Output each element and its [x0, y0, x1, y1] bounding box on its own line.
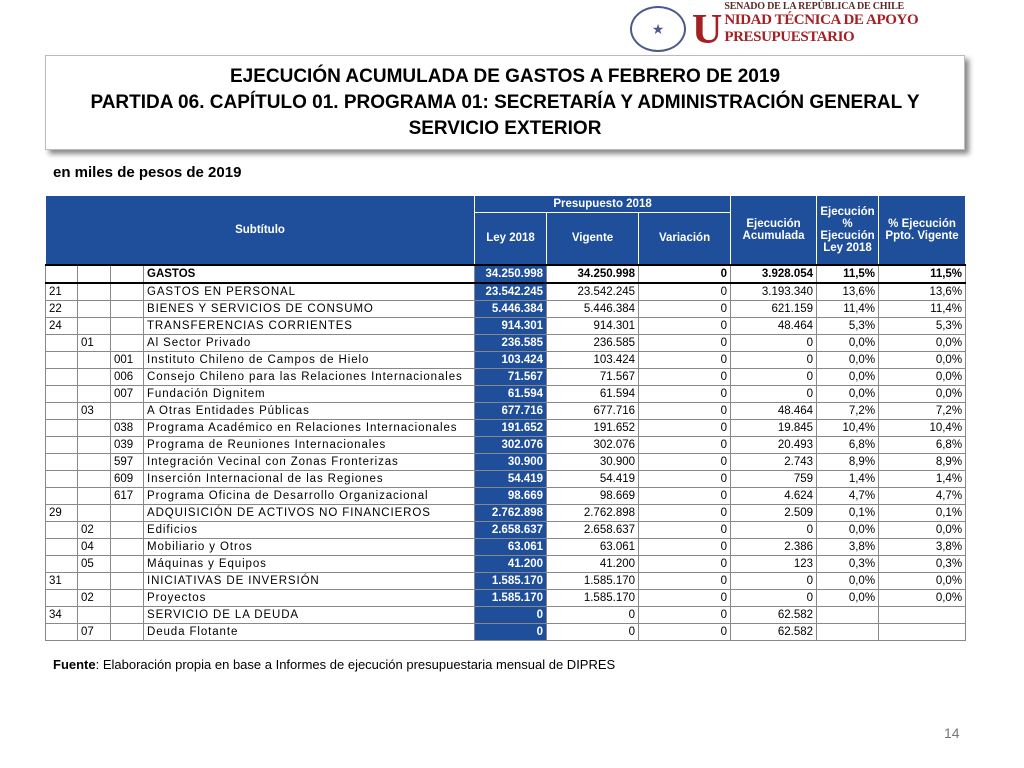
cell-subtitulo: 24	[46, 317, 78, 334]
brand-line-1: SENADO DE LA REPÚBLICA DE CHILE	[724, 1, 905, 12]
table-row	[46, 606, 966, 623]
cell-ejecucion: 48.464	[731, 402, 817, 419]
cell-item	[78, 265, 111, 283]
cell-vigente: 2.658.637	[547, 521, 639, 538]
cell-variacion: 0	[639, 572, 731, 589]
cell-pct-ley: 0,0%	[817, 589, 879, 606]
cell-ejecucion: 62.582	[731, 623, 817, 640]
cell-ley: 23.542.245	[475, 283, 547, 301]
header-ejecucion-acumulada: Ejecución Acumulada	[731, 196, 817, 265]
table-row	[46, 521, 966, 538]
cell-pct-ley: 0,0%	[817, 368, 879, 385]
cell-pct-vigente: 0,0%	[879, 351, 966, 368]
cell-ley: 2.762.898	[475, 504, 547, 521]
cell-subtitulo: 31	[46, 572, 78, 589]
table-row	[46, 504, 966, 521]
cell-ley: 103.424	[475, 351, 547, 368]
cell-ejecucion: 0	[731, 589, 817, 606]
cell-pct-vigente: 0,0%	[879, 368, 966, 385]
title-line-3: SERVICIO EXTERIOR	[408, 117, 602, 139]
cell-pct-ley: 0,3%	[817, 555, 879, 572]
cell-variacion: 0	[639, 555, 731, 572]
cell-variacion: 0	[639, 504, 731, 521]
cell-asignacion	[111, 283, 144, 301]
title-line-1: EJECUCIÓN ACUMULADA DE GASTOS A FEBRERO DE 2019	[229, 65, 781, 87]
cell-asignacion: 597	[111, 453, 144, 470]
cell-denominacion: Fundación Dignitem	[144, 385, 475, 402]
header-ley: Ley 2018	[475, 213, 547, 265]
cell-asignacion	[111, 572, 144, 589]
cell-denominacion: Consejo Chileno para las Relaciones Internacionales	[144, 368, 475, 385]
table-row	[46, 368, 966, 385]
table-row	[46, 589, 966, 606]
cell-denominacion: Programa de Reuniones Internacionales	[144, 436, 475, 453]
cell-ejecucion: 2.743	[731, 453, 817, 470]
cell-ley: 98.669	[475, 487, 547, 504]
cell-item	[78, 436, 111, 453]
cell-ley: 677.716	[475, 402, 547, 419]
table-row	[46, 283, 966, 301]
cell-pct-vigente: 10,4%	[879, 419, 966, 436]
cell-pct-ley: 0,0%	[817, 385, 879, 402]
cell-denominacion: ADQUISICIÓN DE ACTIVOS NO FINANCIEROS	[144, 504, 475, 521]
cell-denominacion: Inserción Internacional de las Regiones	[144, 470, 475, 487]
cell-asignacion: 038	[111, 419, 144, 436]
cell-subtitulo	[46, 436, 78, 453]
cell-pct-ley: 13,6%	[817, 283, 879, 301]
title-box	[45, 55, 965, 150]
cell-pct-ley	[817, 606, 879, 623]
cell-subtitulo	[46, 419, 78, 436]
cell-pct-vigente: 3,8%	[879, 538, 966, 555]
cell-item	[78, 368, 111, 385]
cell-vigente: 2.762.898	[547, 504, 639, 521]
cell-vigente: 914.301	[547, 317, 639, 334]
table-row	[46, 487, 966, 504]
cell-item	[78, 385, 111, 402]
cell-asignacion	[111, 317, 144, 334]
cell-ley: 0	[475, 623, 547, 640]
cell-asignacion: 007	[111, 385, 144, 402]
utap-logo	[692, 1, 1024, 53]
cell-pct-ley: 0,1%	[817, 504, 879, 521]
cell-pct-vigente	[879, 606, 966, 623]
cell-subtitulo	[46, 623, 78, 640]
cell-vigente: 30.900	[547, 453, 639, 470]
cell-item: 03	[78, 402, 111, 419]
cell-subtitulo: 29	[46, 504, 78, 521]
cell-denominacion: Instituto Chileno de Campos de Hielo	[144, 351, 475, 368]
cell-variacion: 0	[639, 334, 731, 351]
cell-item	[78, 453, 111, 470]
cell-asignacion	[111, 265, 144, 283]
cell-subtitulo	[46, 334, 78, 351]
cell-vigente: 41.200	[547, 555, 639, 572]
cell-denominacion: Proyectos	[144, 589, 475, 606]
cell-ejecucion: 20.493	[731, 436, 817, 453]
cell-vigente: 0	[547, 623, 639, 640]
cell-ley: 0	[475, 606, 547, 623]
cell-pct-ley: 10,4%	[817, 419, 879, 436]
cell-subtitulo: 22	[46, 300, 78, 317]
cell-variacion: 0	[639, 521, 731, 538]
cell-subtitulo	[46, 402, 78, 419]
cell-item	[78, 487, 111, 504]
cell-variacion: 0	[639, 283, 731, 301]
cell-vigente: 191.652	[547, 419, 639, 436]
cell-pct-vigente: 0,0%	[879, 385, 966, 402]
cell-variacion: 0	[639, 368, 731, 385]
cell-item	[78, 572, 111, 589]
cell-pct-ley: 0,0%	[817, 572, 879, 589]
cell-ejecucion: 0	[731, 334, 817, 351]
cell-variacion: 0	[639, 487, 731, 504]
cell-denominacion: INICIATIVAS DE INVERSIÓN	[144, 572, 475, 589]
header-presupuesto: Presupuesto 2018	[475, 196, 731, 213]
cell-denominacion: GASTOS	[144, 265, 475, 283]
cell-subtitulo	[46, 589, 78, 606]
cell-denominacion: BIENES Y SERVICIOS DE CONSUMO	[144, 300, 475, 317]
cell-vigente: 5.446.384	[547, 300, 639, 317]
cell-ley: 302.076	[475, 436, 547, 453]
cell-asignacion	[111, 521, 144, 538]
cell-item	[78, 351, 111, 368]
cell-ejecucion: 62.582	[731, 606, 817, 623]
cell-vigente: 63.061	[547, 538, 639, 555]
cell-pct-ley: 0,0%	[817, 521, 879, 538]
cell-pct-vigente: 8,9%	[879, 453, 966, 470]
title-line-2: PARTIDA 06. CAPÍTULO 01. PROGRAMA 01: SECRETARÍA Y ADMINISTRACIÓN GENERAL Y	[90, 91, 920, 113]
cell-vigente: 54.419	[547, 470, 639, 487]
cell-ley: 61.594	[475, 385, 547, 402]
cell-item: 01	[78, 334, 111, 351]
cell-pct-vigente: 0,0%	[879, 572, 966, 589]
cell-subtitulo	[46, 351, 78, 368]
header-variacion: Variación	[639, 213, 731, 265]
cell-denominacion: Deuda Flotante	[144, 623, 475, 640]
cell-denominacion: Programa Académico en Relaciones Internacionales	[144, 419, 475, 436]
cell-asignacion	[111, 402, 144, 419]
cell-vigente: 98.669	[547, 487, 639, 504]
table-row	[46, 470, 966, 487]
budget-table	[45, 195, 965, 641]
cell-pct-vigente: 7,2%	[879, 402, 966, 419]
cell-vigente: 0	[547, 606, 639, 623]
cell-ley: 34.250.998	[475, 265, 547, 283]
cell-vigente: 71.567	[547, 368, 639, 385]
cell-ejecucion: 0	[731, 572, 817, 589]
cell-subtitulo: 34	[46, 606, 78, 623]
cell-pct-ley: 7,2%	[817, 402, 879, 419]
cell-ley: 1.585.170	[475, 572, 547, 589]
cell-pct-ley: 0,0%	[817, 334, 879, 351]
cell-ley: 914.301	[475, 317, 547, 334]
cell-variacion: 0	[639, 402, 731, 419]
cell-pct-ley: 1,4%	[817, 470, 879, 487]
cell-vigente: 677.716	[547, 402, 639, 419]
cell-ejecucion: 3.193.340	[731, 283, 817, 301]
header-pct-ley: Ejecución % Ejecución Ley 2018	[817, 196, 879, 265]
table-body	[46, 265, 966, 641]
cell-denominacion: Al Sector Privado	[144, 334, 475, 351]
cell-pct-ley: 4,7%	[817, 487, 879, 504]
cell-item: 04	[78, 538, 111, 555]
cell-pct-vigente: 4,7%	[879, 487, 966, 504]
cell-subtitulo	[46, 453, 78, 470]
cell-pct-ley: 6,8%	[817, 436, 879, 453]
cell-vigente: 236.585	[547, 334, 639, 351]
cell-pct-ley: 0,0%	[817, 351, 879, 368]
cell-pct-vigente: 1,4%	[879, 470, 966, 487]
cell-ejecucion: 48.464	[731, 317, 817, 334]
cell-vigente: 61.594	[547, 385, 639, 402]
cell-ley: 54.419	[475, 470, 547, 487]
cell-ejecucion: 0	[731, 351, 817, 368]
cell-ejecucion: 0	[731, 385, 817, 402]
cell-ejecucion: 19.845	[731, 419, 817, 436]
table-row	[46, 265, 966, 283]
cell-pct-vigente: 0,0%	[879, 334, 966, 351]
cell-variacion: 0	[639, 351, 731, 368]
cell-asignacion	[111, 606, 144, 623]
table-row	[46, 623, 966, 640]
source-note	[53, 657, 615, 672]
cell-ejecucion: 2.509	[731, 504, 817, 521]
cell-ejecucion: 4.624	[731, 487, 817, 504]
table-row	[46, 572, 966, 589]
cell-variacion: 0	[639, 317, 731, 334]
table-row	[46, 300, 966, 317]
table-row	[46, 385, 966, 402]
table-row	[46, 436, 966, 453]
cell-ley: 2.658.637	[475, 521, 547, 538]
cell-subtitulo	[46, 555, 78, 572]
cell-subtitulo	[46, 470, 78, 487]
star-icon: ★	[651, 21, 665, 37]
cell-pct-vigente: 0,1%	[879, 504, 966, 521]
cell-item: 05	[78, 555, 111, 572]
cell-variacion: 0	[639, 436, 731, 453]
cell-pct-vigente: 0,3%	[879, 555, 966, 572]
cell-subtitulo	[46, 265, 78, 283]
cell-ley: 30.900	[475, 453, 547, 470]
header-vigente: Vigente	[547, 213, 639, 265]
cell-pct-vigente: 11,5%	[879, 265, 966, 283]
cell-denominacion: Mobiliario y Otros	[144, 538, 475, 555]
cell-pct-vigente: 13,6%	[879, 283, 966, 301]
cell-pct-ley: 11,4%	[817, 300, 879, 317]
cell-pct-vigente: 5,3%	[879, 317, 966, 334]
cell-item: 07	[78, 623, 111, 640]
cell-ejecucion: 759	[731, 470, 817, 487]
cell-vigente: 1.585.170	[547, 589, 639, 606]
cell-asignacion: 609	[111, 470, 144, 487]
cell-ley: 1.585.170	[475, 589, 547, 606]
cell-item	[78, 470, 111, 487]
source-text: : Elaboración propia en base a Informes de ejecución presupuestaria mensual de DIPRES	[95, 657, 616, 672]
cell-ley: 5.446.384	[475, 300, 547, 317]
header-subtitulo: Subtítulo	[46, 196, 475, 265]
cell-item	[78, 419, 111, 436]
senado-seal-logo	[630, 6, 686, 52]
cell-ley: 236.585	[475, 334, 547, 351]
cell-asignacion: 001	[111, 351, 144, 368]
cell-variacion: 0	[639, 606, 731, 623]
cell-variacion: 0	[639, 300, 731, 317]
cell-pct-ley: 3,8%	[817, 538, 879, 555]
cell-asignacion	[111, 504, 144, 521]
cell-denominacion: SERVICIO DE LA DEUDA	[144, 606, 475, 623]
cell-subtitulo	[46, 385, 78, 402]
table-row	[46, 351, 966, 368]
cell-item: 02	[78, 589, 111, 606]
cell-item	[78, 606, 111, 623]
table-row	[46, 334, 966, 351]
units-label: en miles de pesos de 2019	[53, 164, 242, 181]
cell-asignacion: 617	[111, 487, 144, 504]
cell-variacion: 0	[639, 623, 731, 640]
cell-ley: 71.567	[475, 368, 547, 385]
brand-line-2: NIDAD TÉCNICA DE APOYO PRESUPUESTARIO	[724, 12, 919, 45]
cell-asignacion: 006	[111, 368, 144, 385]
cell-asignacion	[111, 623, 144, 640]
cell-vigente: 1.585.170	[547, 572, 639, 589]
cell-subtitulo	[46, 521, 78, 538]
cell-asignacion	[111, 589, 144, 606]
source-label: Fuente	[53, 657, 96, 672]
cell-variacion: 0	[639, 265, 731, 283]
cell-item	[78, 300, 111, 317]
cell-ley: 41.200	[475, 555, 547, 572]
table-row	[46, 555, 966, 572]
cell-ley: 63.061	[475, 538, 547, 555]
cell-ejecucion: 0	[731, 521, 817, 538]
cell-item: 02	[78, 521, 111, 538]
cell-pct-vigente: 11,4%	[879, 300, 966, 317]
cell-pct-ley: 8,9%	[817, 453, 879, 470]
cell-variacion: 0	[639, 453, 731, 470]
cell-asignacion	[111, 538, 144, 555]
cell-ejecucion: 2.386	[731, 538, 817, 555]
cell-ley: 191.652	[475, 419, 547, 436]
cell-item	[78, 504, 111, 521]
cell-ejecucion: 0	[731, 368, 817, 385]
cell-vigente: 23.542.245	[547, 283, 639, 301]
cell-denominacion: Máquinas y Equipos	[144, 555, 475, 572]
brand-initial: U	[692, 7, 723, 53]
cell-pct-vigente	[879, 623, 966, 640]
cell-denominacion: Programa Oficina de Desarrollo Organizacional	[144, 487, 475, 504]
cell-subtitulo	[46, 368, 78, 385]
cell-asignacion	[111, 300, 144, 317]
table-row	[46, 419, 966, 436]
cell-vigente: 302.076	[547, 436, 639, 453]
cell-pct-ley: 11,5%	[817, 265, 879, 283]
cell-pct-vigente: 0,0%	[879, 589, 966, 606]
cell-variacion: 0	[639, 419, 731, 436]
cell-denominacion: GASTOS EN PERSONAL	[144, 283, 475, 301]
cell-denominacion: Edificios	[144, 521, 475, 538]
cell-vigente: 34.250.998	[547, 265, 639, 283]
cell-item	[78, 283, 111, 301]
cell-vigente: 103.424	[547, 351, 639, 368]
cell-variacion: 0	[639, 538, 731, 555]
cell-variacion: 0	[639, 385, 731, 402]
page-number: 14	[944, 725, 960, 741]
cell-ejecucion: 3.928.054	[731, 265, 817, 283]
cell-pct-ley	[817, 623, 879, 640]
header-pct-vigente: % Ejecución Ppto. Vigente	[879, 196, 966, 265]
table-row	[46, 402, 966, 419]
cell-denominacion: TRANSFERENCIAS CORRIENTES	[144, 317, 475, 334]
cell-pct-vigente: 0,0%	[879, 521, 966, 538]
cell-asignacion	[111, 555, 144, 572]
cell-asignacion: 039	[111, 436, 144, 453]
cell-item	[78, 317, 111, 334]
cell-subtitulo: 21	[46, 283, 78, 301]
table-row	[46, 538, 966, 555]
table-row	[46, 453, 966, 470]
cell-pct-ley: 5,3%	[817, 317, 879, 334]
cell-pct-vigente: 6,8%	[879, 436, 966, 453]
cell-denominacion: Integración Vecinal con Zonas Fronterizas	[144, 453, 475, 470]
cell-subtitulo	[46, 487, 78, 504]
cell-denominacion: A Otras Entidades Públicas	[144, 402, 475, 419]
cell-subtitulo	[46, 538, 78, 555]
table-row	[46, 317, 966, 334]
cell-asignacion	[111, 334, 144, 351]
cell-variacion: 0	[639, 589, 731, 606]
cell-variacion: 0	[639, 470, 731, 487]
cell-ejecucion: 123	[731, 555, 817, 572]
cell-ejecucion: 621.159	[731, 300, 817, 317]
